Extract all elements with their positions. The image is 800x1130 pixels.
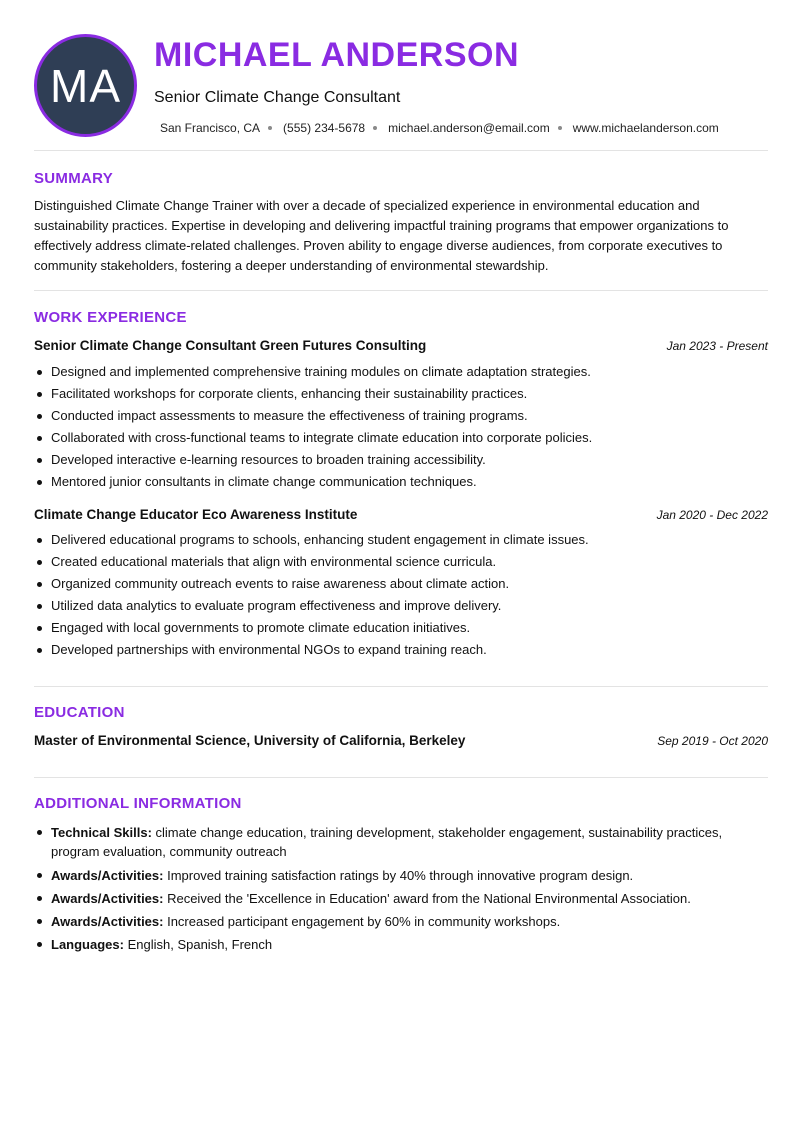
separator-dot <box>373 126 377 130</box>
list-item: Utilized data analytics to evaluate program effectiveness and improve delivery. <box>34 598 768 620</box>
list-item: Engaged with local governments to promote climate education initiatives. <box>34 620 768 642</box>
contact-location: San Francisco, CA <box>160 121 261 135</box>
item-text: Received the 'Excellence in Education' award from the National Environmental Association. <box>163 891 691 906</box>
section-divider <box>34 686 768 687</box>
list-item: Created educational materials that align with environmental science curricula. <box>34 554 768 576</box>
job-bullets <box>34 364 768 496</box>
job-title: Senior Climate Change Consultant Green Futures Consulting <box>34 338 427 353</box>
job-bullets <box>34 532 768 664</box>
education-date: Sep 2019 - Oct 2020 <box>657 734 768 748</box>
avatar-initials: MA <box>50 59 121 112</box>
item-text: climate change education, training development, stakeholder engagement, sustainability practices, program evaluation, community outreach <box>51 825 723 859</box>
job-date: Jan 2020 - Dec 2022 <box>656 508 768 522</box>
item-text: Improved training satisfaction ratings by 40% through innovative program design. <box>163 868 634 883</box>
contact-email[interactable]: michael.anderson@email.com <box>388 121 550 135</box>
list-item: Facilitated workshops for corporate clients, enhancing their sustainability practices. <box>34 386 768 408</box>
section-divider <box>34 150 768 151</box>
item-label: Technical Skills: <box>51 825 152 840</box>
education-heading: EDUCATION <box>34 704 125 721</box>
contact-website[interactable]: www.michaelanderson.com <box>572 121 719 135</box>
job-title: Climate Change Educator Eco Awareness Institute <box>34 507 358 522</box>
list-item: Developed interactive e-learning resources to broaden training accessibility. <box>34 452 768 474</box>
list-item: Delivered educational programs to schools, enhancing student engagement in climate issues. <box>34 532 768 554</box>
list-item: Developed partnerships with environmental NGOs to expand training reach. <box>34 642 768 664</box>
summary-text: Distinguished Climate Change Trainer with over a decade of specialized experience in environmental education and sustainability practices. Expertise in developing and delivering impactful training programs that empower organizations to effectively address climate-related challenges. Proven ability to engage diverse audiences, from corporate executives to community stakeholders, fostering a deeper understanding of environmental stewardship. <box>34 198 729 273</box>
list-item: Organized community outreach events to raise awareness about climate action. <box>34 576 768 598</box>
list-item: Mentored junior consultants in climate change communication techniques. <box>34 474 768 496</box>
list-item: Conducted impact assessments to measure the effectiveness of training programs. <box>34 408 768 430</box>
contact-line <box>160 121 719 135</box>
section-divider <box>34 290 768 291</box>
resume-header <box>34 34 768 138</box>
item-text: English, Spanish, French <box>123 937 273 952</box>
section-divider <box>34 777 768 778</box>
job-date: Jan 2023 - Present <box>666 339 768 353</box>
separator-dot <box>558 126 562 130</box>
list-item <box>34 866 768 885</box>
candidate-name: MICHAEL ANDERSON <box>154 36 520 74</box>
job-header <box>34 507 768 525</box>
avatar <box>34 34 137 137</box>
list-item <box>34 912 768 931</box>
list-item: Designed and implemented comprehensive training modules on climate adaptation strategies. <box>34 364 768 386</box>
list-item: Collaborated with cross-functional teams to integrate climate education into corporate policies. <box>34 430 768 452</box>
contact-phone[interactable]: (555) 234-5678 <box>283 121 366 135</box>
degree: Master of Environmental Science, University of California, Berkeley <box>34 733 466 748</box>
list-item <box>34 823 768 861</box>
item-label: Awards/Activities: <box>51 891 164 906</box>
list-item <box>34 889 768 908</box>
job-header <box>34 338 768 356</box>
list-item <box>34 935 768 954</box>
additional-list <box>34 823 768 958</box>
item-label: Awards/Activities: <box>51 868 164 883</box>
summary-heading: SUMMARY <box>34 170 114 187</box>
item-label: Awards/Activities: <box>51 914 164 929</box>
item-text: Increased participant engagement by 60% in community workshops. <box>163 914 561 929</box>
candidate-title: Senior Climate Change Consultant <box>154 89 401 106</box>
experience-heading: WORK EXPERIENCE <box>34 309 187 326</box>
additional-heading: ADDITIONAL INFORMATION <box>34 795 242 812</box>
separator-dot <box>268 126 272 130</box>
education-entry <box>34 733 768 751</box>
item-label: Languages: <box>51 937 124 952</box>
